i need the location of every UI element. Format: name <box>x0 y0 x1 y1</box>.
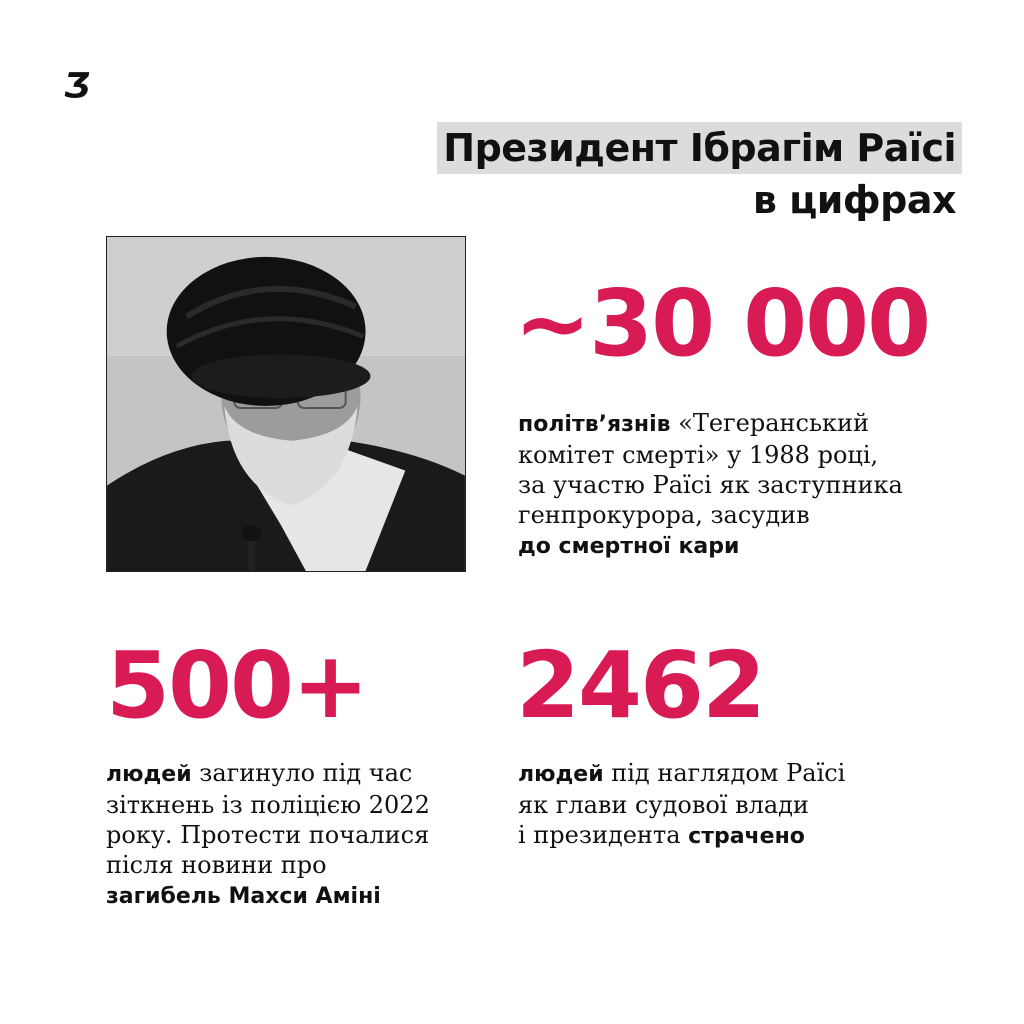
desc-line: до смертної кари <box>518 534 740 559</box>
desc-line: політв’язнів «Тегеранський <box>518 409 870 437</box>
desc-line: генпрокурора, засудив <box>518 501 810 529</box>
title-line-2: в цифрах <box>752 178 956 222</box>
brand-logo: Ʒ <box>64 66 91 106</box>
desc-line: людей загинуло під час <box>106 759 413 787</box>
page-title <box>437 122 962 226</box>
desc-line: після новини про <box>106 851 327 879</box>
stat-description-protest-deaths <box>106 758 526 912</box>
portrait-illustration <box>107 237 465 571</box>
stat-number-protest-deaths: 500+ <box>106 632 368 739</box>
desc-line: загибель Махси Аміні <box>106 884 381 909</box>
stat-number-executions: 2462 <box>516 632 765 739</box>
stat-number-political-prisoners: ~30 000 <box>514 270 930 377</box>
portrait-photo <box>106 236 466 572</box>
title-line-1: Президент Ібрагім Раїсі <box>437 122 962 174</box>
stat-description-executions <box>518 758 958 852</box>
desc-line: людей під наглядом Раїсі <box>518 759 846 787</box>
desc-line: як глави судової влади <box>518 791 809 819</box>
desc-line: і президента страчено <box>518 821 805 849</box>
desc-line: зіткнень із поліцією 2022 <box>106 791 430 819</box>
desc-line: за участю Раїсі як заступника <box>518 471 903 499</box>
stat-description-political-prisoners <box>518 408 988 562</box>
desc-line: року. Протести почалися <box>106 821 430 849</box>
desc-line: комітет смерті» у 1988 році, <box>518 441 879 469</box>
